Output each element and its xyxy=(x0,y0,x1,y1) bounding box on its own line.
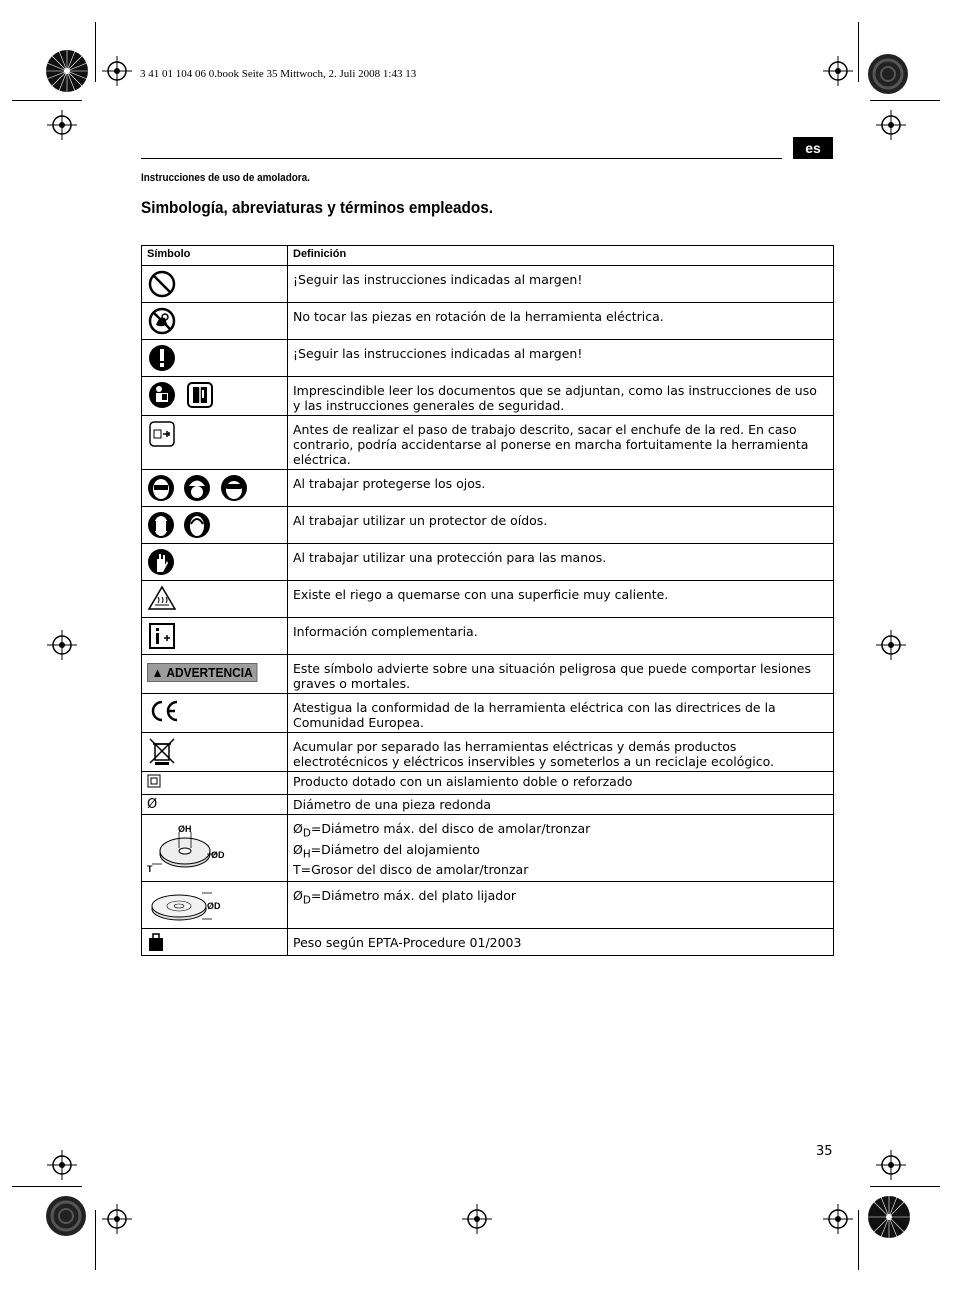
subscript: D xyxy=(302,894,311,907)
symbol-cell xyxy=(142,303,288,340)
read-manual-person-icon xyxy=(147,380,177,410)
manual-book-icon xyxy=(185,380,215,410)
definition-cell: Al trabajar utilizar un protector de oídos. xyxy=(288,507,834,544)
definition-cell: ¡Seguir las instrucciones indicadas al margen! xyxy=(288,340,834,377)
crosshair-icon xyxy=(47,110,77,140)
face-shield-icon xyxy=(147,473,175,503)
definition-cell: Acumular por separado las herramientas eléctricas y demás productos electrotécnicos y eléctricos inservibles y someterlos a un reciclaje ecológico. xyxy=(288,733,834,772)
table-row xyxy=(142,882,834,929)
definition-text: =Diámetro del alojamiento xyxy=(310,841,480,857)
table-row xyxy=(142,655,834,694)
safety-helmet-icon xyxy=(183,473,211,503)
ear-muffs-icon xyxy=(147,510,175,540)
definition-cell xyxy=(288,882,834,929)
crosshair-icon xyxy=(876,110,906,140)
definition-cell: Existe el riego a quemarse con una superficie muy caliente. xyxy=(288,581,834,618)
definition-cell: No tocar las piezas en rotación de la herramienta eléctrica. xyxy=(288,303,834,340)
crop-mark xyxy=(95,1210,96,1270)
crosshair-icon xyxy=(47,630,77,660)
definition-cell: Imprescindible leer los documentos que se adjuntan, como las instrucciones de uso y las instrucciones generales de seguridad. xyxy=(288,377,834,416)
header-divider xyxy=(141,158,782,159)
table-row xyxy=(142,772,834,795)
definition-text: =Diámetro máx. del plato lijador xyxy=(310,888,516,903)
diameter-symbol: Ø xyxy=(293,821,303,836)
symbol-cell xyxy=(142,882,288,929)
definition-text: =Diámetro máx. del disco de amolar/tronzar xyxy=(310,821,591,836)
definition-line xyxy=(293,862,828,877)
definition-cell: Este símbolo advierte sobre una situación peligrosa que puede comportar lesiones graves o mortales. xyxy=(288,655,834,694)
table-row xyxy=(142,929,834,956)
diagram-label-hole: ØH xyxy=(178,824,192,834)
definition-cell: Peso según EPTA-Procedure 01/2003 xyxy=(288,929,834,956)
crop-mark xyxy=(870,1186,940,1187)
info-icon xyxy=(147,621,177,651)
table-row xyxy=(142,694,834,733)
diagram-label-outer: ØD xyxy=(211,850,225,860)
table-row xyxy=(142,416,834,470)
registration-target-icon xyxy=(866,1194,912,1240)
crosshair-icon xyxy=(47,1150,77,1180)
print-header: 3 41 01 104 06 0.book Seite 35 Mittwoch, 2. Juli 2008 1:43 13 xyxy=(140,68,417,80)
hot-surface-warning-icon xyxy=(147,584,177,612)
definition-cell: Información complementaria. xyxy=(288,618,834,655)
crop-mark xyxy=(95,22,96,82)
registration-target-icon xyxy=(44,48,90,94)
diagram-label-thickness: T xyxy=(147,864,153,874)
table-row xyxy=(142,618,834,655)
definition-line xyxy=(293,842,828,863)
crosshair-icon xyxy=(876,630,906,660)
symbol-cell xyxy=(142,694,288,733)
warning-label: ▲ ADVERTENCIA xyxy=(147,663,257,682)
registration-target-icon xyxy=(866,52,910,96)
definition-cell: Antes de realizar el paso de trabajo descrito, sacar el enchufe de la red. En caso contrario, podría accidentarse al ponerse en marcha fortuitamente la herramienta eléctrica. xyxy=(288,416,834,470)
page-number: 35 xyxy=(816,1144,833,1159)
crosshair-icon xyxy=(102,56,132,86)
table-row xyxy=(142,544,834,581)
crosshair-icon xyxy=(876,1150,906,1180)
symbol-cell xyxy=(142,618,288,655)
symbol-cell xyxy=(142,470,288,507)
symbol-cell xyxy=(142,416,288,470)
double-insulation-icon xyxy=(147,774,161,788)
prohibition-icon xyxy=(147,269,177,299)
definition-cell: Al trabajar utilizar una protección para las manos. xyxy=(288,544,834,581)
table-row xyxy=(142,795,834,815)
safety-goggles-icon xyxy=(220,473,248,503)
diagram-label-outer: ØD xyxy=(207,901,221,911)
diameter-symbol: Ø xyxy=(293,888,303,903)
language-badge: es xyxy=(793,137,833,159)
table-row xyxy=(142,470,834,507)
definition-cell: Producto dotado con un aislamiento doble o reforzado xyxy=(288,772,834,795)
registration-target-icon xyxy=(44,1194,88,1238)
table-row xyxy=(142,581,834,618)
symbol-cell xyxy=(142,581,288,618)
crop-mark xyxy=(858,22,859,82)
breadcrumb: Instrucciones de uso de amoladora. xyxy=(141,172,310,184)
definition-cell: Al trabajar protegerse los ojos. xyxy=(288,470,834,507)
ear-protection-icon xyxy=(183,510,211,540)
definition-cell xyxy=(288,815,834,882)
weee-crossed-bin-icon xyxy=(147,736,177,766)
definition-line xyxy=(293,888,828,909)
warning-label-text: ADVERTENCIA xyxy=(166,665,253,680)
crop-mark xyxy=(12,100,82,101)
symbol-table xyxy=(141,245,834,956)
crosshair-icon xyxy=(102,1204,132,1234)
column-header-symbol: Símbolo xyxy=(142,246,288,266)
symbol-cell xyxy=(142,544,288,581)
definition-cell: Diámetro de una pieza redonda xyxy=(288,795,834,815)
crosshair-icon xyxy=(823,1204,853,1234)
column-header-definition: Definición xyxy=(288,246,834,266)
weight-icon xyxy=(147,932,165,952)
symbol-cell xyxy=(142,815,288,882)
crop-mark xyxy=(12,1186,82,1187)
symbol-cell xyxy=(142,507,288,544)
diameter-icon: Ø xyxy=(142,795,288,815)
diameter-symbol: Ø xyxy=(293,841,303,857)
symbol-cell xyxy=(142,772,288,795)
symbol-cell xyxy=(142,340,288,377)
definition-cell: ¡Seguir las instrucciones indicadas al margen! xyxy=(288,266,834,303)
table-row xyxy=(142,340,834,377)
crop-mark xyxy=(870,100,940,101)
page-title: Simbología, abreviaturas y términos empleados. xyxy=(141,198,494,217)
protective-gloves-icon xyxy=(147,547,175,577)
symbol-cell xyxy=(142,929,288,956)
mandatory-exclamation-icon xyxy=(147,343,177,373)
crosshair-icon xyxy=(823,56,853,86)
no-touch-rotating-parts-icon xyxy=(147,306,177,336)
subscript: D xyxy=(302,827,311,840)
table-row xyxy=(142,303,834,340)
table-row xyxy=(142,377,834,416)
table-header-row xyxy=(142,246,834,266)
symbol-cell xyxy=(142,266,288,303)
symbol-cell xyxy=(142,655,288,694)
definition-cell: Atestigua la conformidad de la herramienta eléctrica con las directrices de la Comunidad Europea. xyxy=(288,694,834,733)
subscript: H xyxy=(302,848,311,860)
table-row xyxy=(142,815,834,882)
definition-text: T=Grosor del disco de amolar/tronzar xyxy=(293,862,529,877)
crop-mark xyxy=(858,1210,859,1270)
table-row xyxy=(142,507,834,544)
symbol-cell xyxy=(142,377,288,416)
table-row xyxy=(142,733,834,772)
symbol-cell xyxy=(142,733,288,772)
unplug-icon xyxy=(147,419,177,449)
ce-mark-icon xyxy=(147,697,181,725)
crosshair-icon xyxy=(462,1204,492,1234)
definition-line xyxy=(293,821,828,842)
table-row xyxy=(142,266,834,303)
